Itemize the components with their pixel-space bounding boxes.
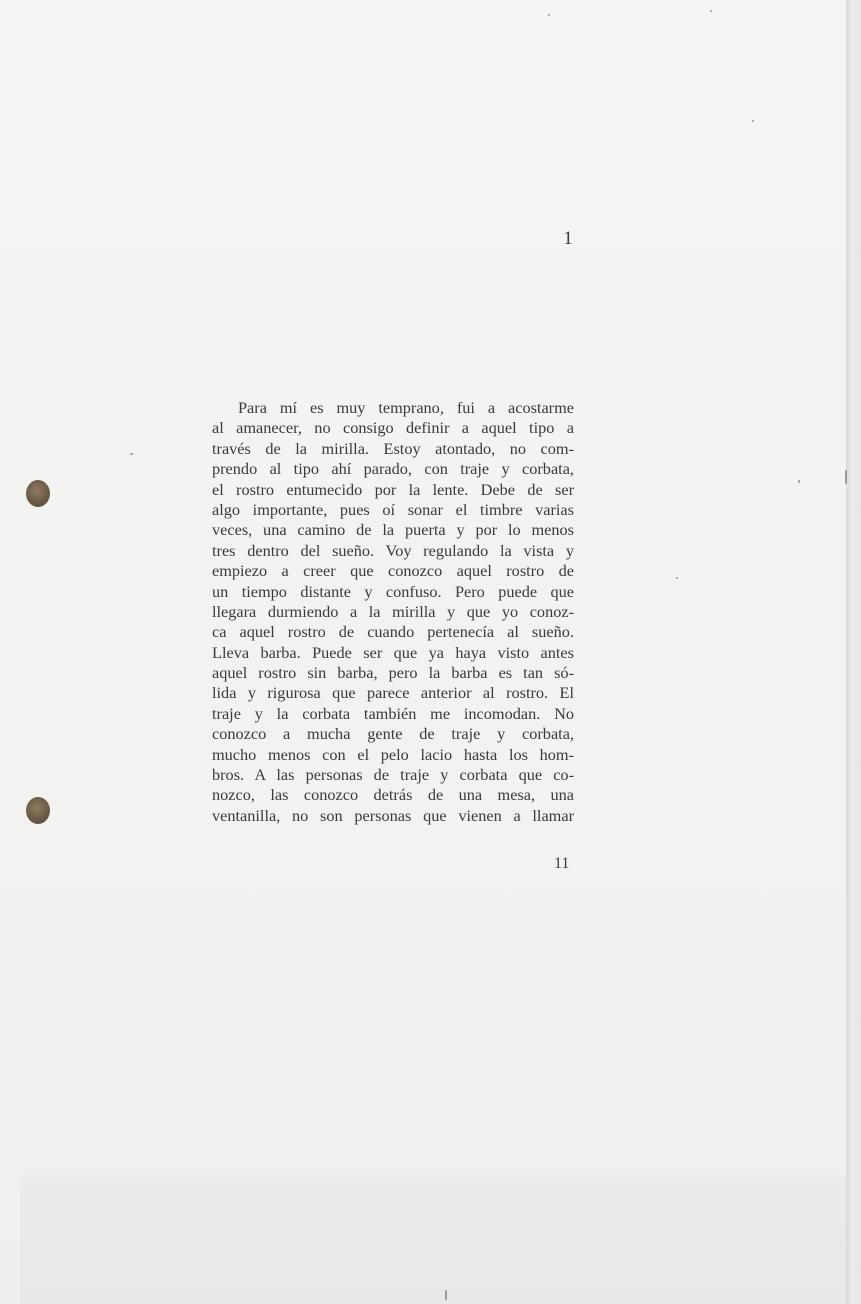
scan-bottom-band — [20, 1175, 846, 1304]
scan-speck — [445, 1290, 447, 1300]
paragraph-line: lida y rigurosa que parece anterior al rostro. El — [212, 683, 574, 703]
paragraph-line: Lleva barba. Puede ser que ya haya visto antes — [212, 642, 574, 662]
body-paragraph — [212, 398, 574, 826]
paragraph-line: un tiempo distante y confuso. Pero puede que — [212, 581, 574, 601]
paragraph-line: traje y la corbata también me incomodan. No — [212, 703, 574, 723]
scan-speck — [710, 10, 712, 12]
punch-hole-bottom — [26, 797, 50, 824]
scan-speck — [130, 453, 133, 455]
paragraph-line: ventanilla, no son personas que vienen a llamar — [212, 805, 574, 825]
paragraph-line: Para mí es muy temprano, fui a acostarme — [238, 398, 574, 417]
paragraph-line: algo importante, pues oí sonar el timbre varias — [212, 499, 574, 519]
scan-speck — [676, 577, 678, 579]
paragraph-line: veces, una camino de la puerta y por lo menos — [212, 520, 574, 540]
paragraph-line: al amanecer, no consigo definir a aquel tipo a — [212, 418, 574, 438]
paragraph-line: aquel rostro sin barba, pero la barba es tan só- — [212, 663, 574, 683]
paragraph-line: el rostro entumecido por la lente. Debe de ser — [212, 479, 574, 499]
scan-speck — [845, 470, 847, 484]
paragraph-line: empiezo a creer que conozco aquel rostro de — [212, 561, 574, 581]
paragraph-line: bros. A las personas de traje y corbata que co- — [212, 765, 574, 785]
paragraph-line: ca aquel rostro de cuando pertenecía al sueño. — [212, 622, 574, 642]
paragraph-line: nozco, las conozco detrás de una mesa, una — [212, 785, 574, 805]
page-edge-shadow — [846, 0, 861, 1304]
paragraph-line: tres dentro del sueño. Voy regulando la vista y — [212, 540, 574, 560]
paragraph-line: prendo al tipo ahí parado, con traje y corbata, — [212, 459, 574, 479]
scan-speck — [752, 120, 754, 122]
paragraph-line: llegara durmiendo a la mirilla y que yo conoz- — [212, 601, 574, 621]
page-number: 11 — [554, 855, 570, 872]
paragraph-line: mucho menos con el pelo lacio hasta los hom- — [212, 744, 574, 764]
paragraph-line: través de la mirilla. Estoy atontado, no com- — [212, 438, 574, 458]
scan-speck — [798, 480, 800, 483]
chapter-number: 1 — [563, 228, 573, 249]
scan-speck — [548, 14, 550, 16]
paragraph-line: conozco a mucha gente de traje y corbata, — [212, 724, 574, 744]
punch-hole-top — [26, 480, 50, 507]
